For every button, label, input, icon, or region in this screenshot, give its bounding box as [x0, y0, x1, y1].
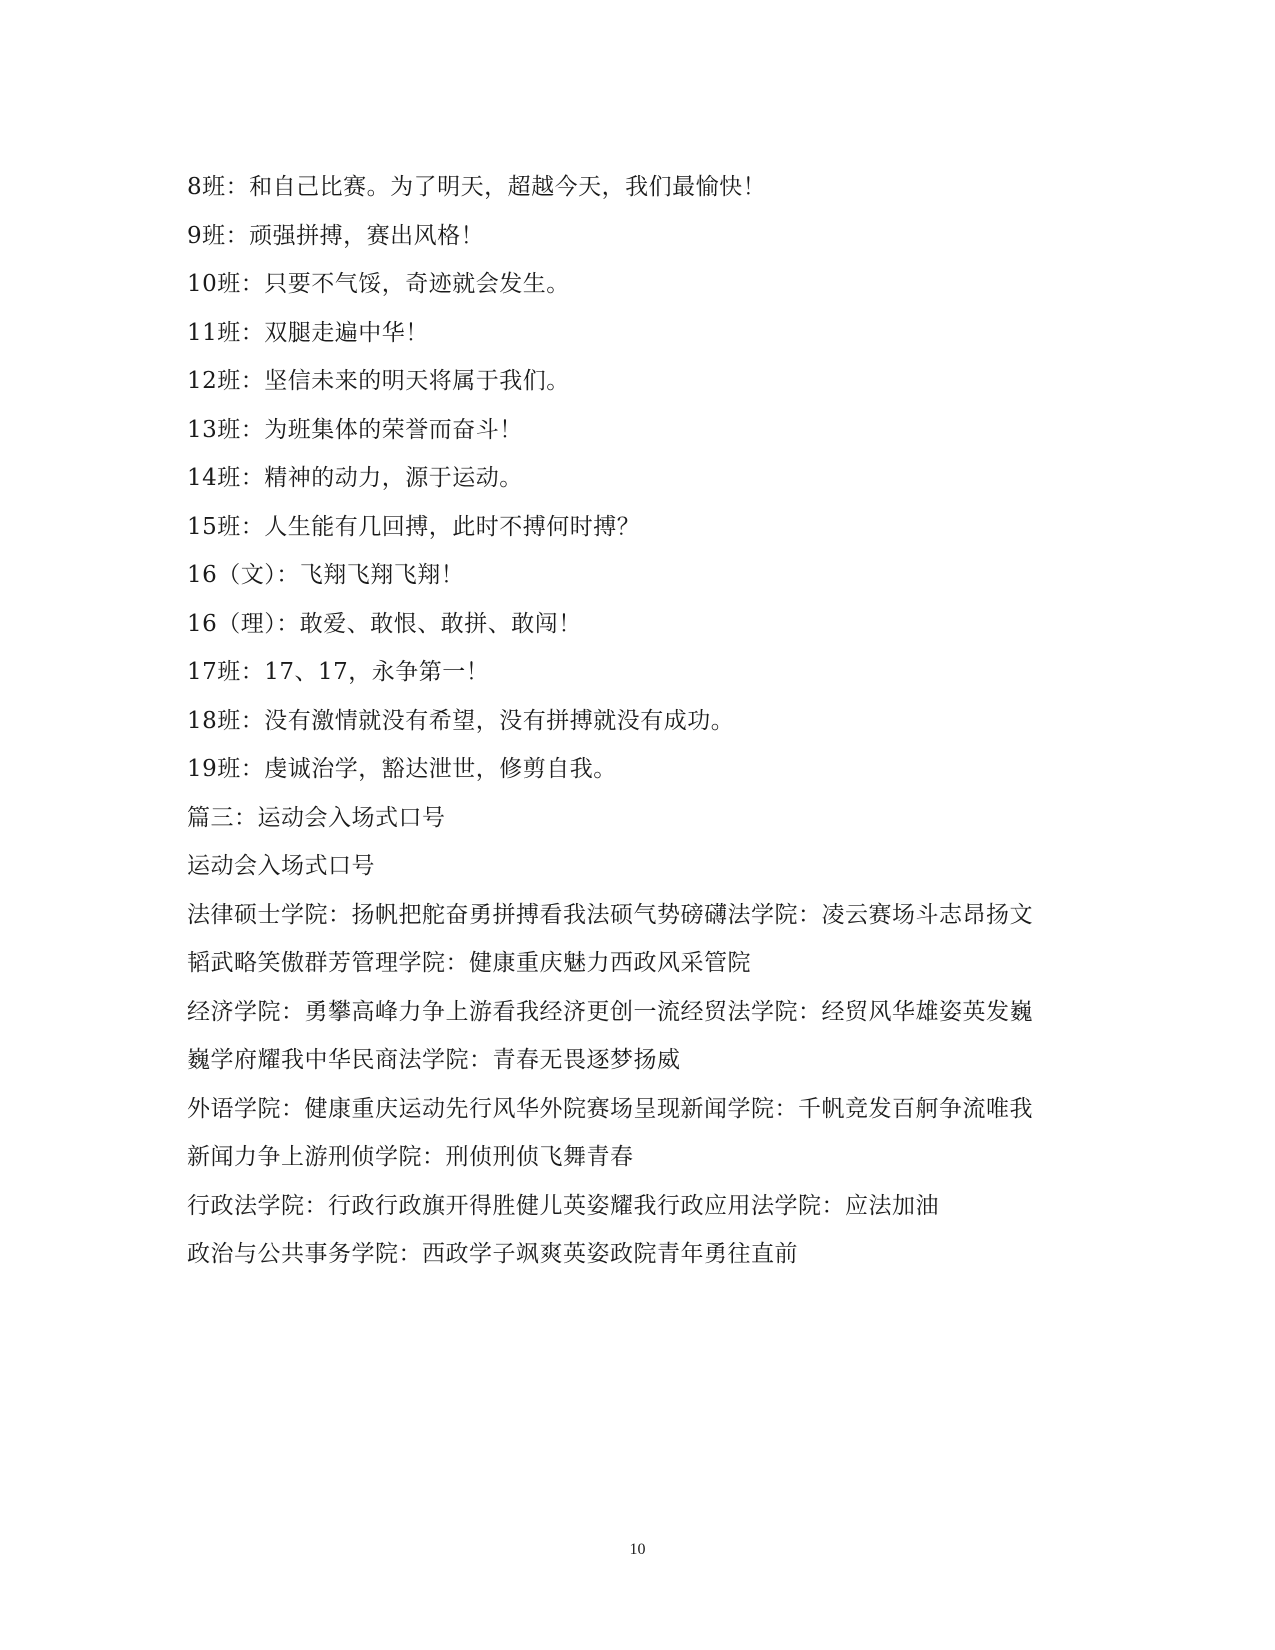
text-line: 16（理）：敢爱、敢恨、敢拼、敢闯！: [187, 610, 582, 637]
text-line: 17班：17、17，永争第一！: [187, 659, 490, 685]
body-text: [187, 163, 1087, 1279]
text-line: 法律硕士学院：扬帆把舵奋勇拼搏看我法硕气势磅礴法学院：凌云赛场斗志昂扬文: [187, 901, 1033, 928]
text-line: 韬武略笑傲群芳管理学院：健康重庆魅力西政风采管院: [187, 950, 751, 976]
section-heading: 篇三：运动会入场式口号: [187, 804, 446, 831]
text-line: 外语学院：健康重庆运动先行风华外院赛场呈现新闻学院：千帆竞发百舸争流唯我: [187, 1095, 1033, 1122]
text-line: 8班：和自己比赛。为了明天，超越今天，我们最愉快！: [187, 174, 767, 200]
text-line: 16（文）：飞翔飞翔飞翔！: [187, 562, 465, 588]
text-line: 13班：为班集体的荣誉而奋斗！: [187, 416, 523, 443]
text-line: 18班：没有激情就没有希望，没有拼搏就没有成功。: [187, 707, 735, 734]
text-line: 9班：顽强拼搏，赛出风格！: [187, 222, 485, 249]
text-line: 12班：坚信未来的明天将属于我们。: [187, 368, 570, 394]
text-line: 10班：只要不气馁，奇迹就会发生。: [187, 271, 570, 297]
text-line: 经济学院：勇攀高峰力争上游看我经济更创一流经贸法学院：经贸风华雄姿英发巍: [187, 998, 1033, 1025]
text-line: 政治与公共事务学院：西政学子飒爽英姿政院青年勇往直前: [187, 1241, 798, 1267]
text-line: 新闻力争上游刑侦学院：刑侦刑侦飞舞青春: [187, 1144, 634, 1170]
section-subheading: 运动会入场式口号: [187, 853, 375, 879]
page-number: 10: [629, 1541, 646, 1558]
text-line: 行政法学院：行政行政旗开得胜健儿英姿耀我行政应用法学院：应法加油: [187, 1192, 939, 1219]
text-line: 11班：双腿走遍中华！: [187, 319, 429, 346]
text-line: 15班：人生能有几回搏，此时不搏何时搏？: [187, 513, 641, 540]
text-line: 14班：精神的动力，源于运动。: [187, 465, 523, 491]
text-line: 巍学府耀我中华民商法学院：青春无畏逐梦扬威: [187, 1047, 681, 1073]
text-line: 19班：虔诚治学，豁达泄世，修剪自我。: [187, 756, 617, 782]
